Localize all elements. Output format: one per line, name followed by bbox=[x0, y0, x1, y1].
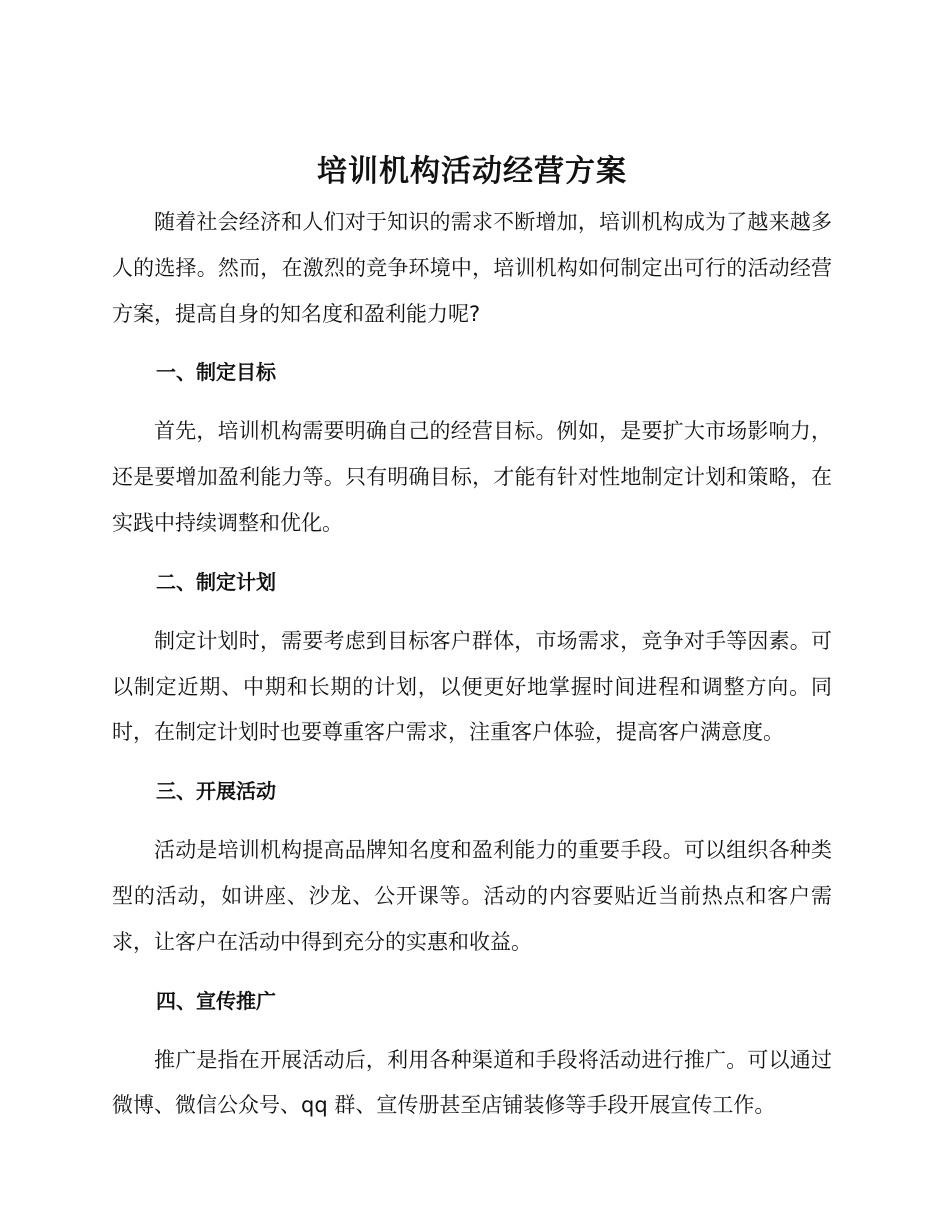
section-heading-plan: 二、制定计划 bbox=[156, 569, 276, 594]
section-body-plan: 制定计划时，需要考虑到目标客户群体，市场需求，竞争对手等因素。可以制定近期、中期和长期的计划，以便更好地掌握时间进程和调整方向。同时，在制定计划时也要尊重客户需求，注重客户体验，提高客户满意度。 bbox=[112, 628, 832, 745]
section-body-goals: 首先，培训机构需要明确自己的经营目标。例如，是要扩大市场影响力，还是要增加盈利能力等。只有明确目标，才能有针对性地制定计划和策略，在实践中持续调整和优化。 bbox=[112, 419, 832, 535]
intro-paragraph: 随着社会经济和人们对于知识的需求不断增加，培训机构成为了越来越多人的选择。然而，在激烈的竞争环境中，培训机构如何制定出可行的活动经营方案，提高自身的知名度和盈利能力呢? bbox=[112, 210, 832, 326]
section-heading-activities: 三、开展活动 bbox=[156, 779, 276, 804]
section-heading-promotion: 四、宣传推广 bbox=[156, 988, 276, 1013]
section-body-activities: 活动是培训机构提高品牌知名度和盈利能力的重要手段。可以组织各种类型的活动，如讲座、沙龙、公开课等。活动的内容要贴近当前热点和客户需求，让客户在活动中得到充分的实惠和收益。 bbox=[112, 838, 832, 954]
document-content bbox=[112, 150, 832, 1129]
section-body-promotion: 推广是指在开展活动后，利用各种渠道和手段将活动进行推广。可以通过微博、微信公众号、qq 群、宣传册甚至店铺装修等手段开展宣传工作。 bbox=[112, 1047, 832, 1118]
section-heading-goals: 一、制定目标 bbox=[156, 360, 276, 385]
document-title: 培训机构活动经营方案 bbox=[317, 154, 627, 189]
